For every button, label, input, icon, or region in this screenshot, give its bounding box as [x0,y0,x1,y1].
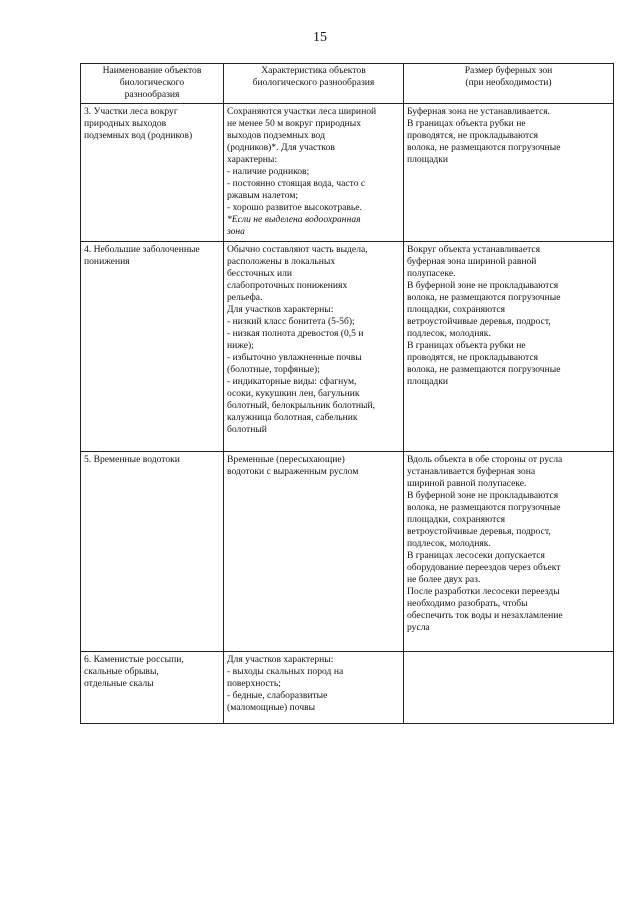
text-line: - наличие родников; [227,166,310,177]
text-line: болотный [227,424,267,435]
text-line: водотоки с выраженным руслом [227,466,359,477]
text-line: (маломощные) почвы [227,702,316,713]
text-line: необходимо разобрать, чтобы [407,598,528,609]
text-line: подлесок, молодняк. [407,328,491,339]
biodiversity-table [80,63,614,724]
text-line: природных выходов [84,118,167,129]
text-line: понижения [84,256,130,267]
text-line: расположены в локальных [227,256,336,267]
text-line: В буферной зоне не прокладываются [407,490,559,501]
text-line: проводятся, не прокладываются [407,130,539,141]
table-row [81,242,614,452]
page-number: 15 [313,30,327,45]
text-line: - низкая полнота древостоя (0,5 и [227,328,364,339]
text-line: осоки, кукушкин лен, багульник [227,388,360,399]
cell-object-name [81,104,224,242]
text-line: - индикаторные виды: сфагнум, [227,376,357,387]
text-line: Характеристика объектов [261,65,366,76]
text-line: проводятся, не прокладываются [407,352,539,363]
cell-characteristics [224,242,404,452]
header-characteristics [224,64,404,104]
text-line: В границах объекта рубки не [407,118,526,129]
text-line: волока, не размещаются погрузочные [407,292,561,303]
cell-object-name [81,242,224,452]
text-line: калужница болотная, сабельник [227,412,358,423]
text-line: - низкий класс бонитета (5-5б); [227,316,355,327]
text-line: - выходы скальных пород на [227,666,344,677]
text-line: - постоянно стоящая вода, часто с [227,178,366,189]
text-line: полупасеке. [407,268,456,279]
text-line: Обычно составляют часть выдела, [227,244,368,255]
table-row [81,452,614,652]
text-line: Временные (пересыхающие) [227,454,345,465]
text-line: бессточных или [227,268,293,279]
text-line: - бедные, слаборазвитые [227,690,328,701]
text-line: поверхность; [227,678,281,689]
text-line: обеспечить ток воды и незахламление [407,610,563,621]
text-line: буферная зона шириной равной [407,256,537,267]
text-line: - хорошо развитое высокотравье. [227,202,362,213]
text-line: отдельные скалы [84,678,154,689]
text-line: 6. Каменистые россыпи, [84,654,184,665]
text-line: *Если не выделена водоохранная [227,214,361,225]
cell-object-name [81,452,224,652]
cell-characteristics [224,452,404,652]
text-line: Наименование объектов [102,65,202,76]
text-line: ветроустойчивые деревья, подрост, [407,526,551,537]
text-line: зона [227,226,245,237]
text-line: В границах объекта рубки не [407,340,526,351]
text-line: болотный, белокрыльник болотный, [227,400,376,411]
table-header-row [81,64,614,104]
cell-characteristics [224,104,404,242]
text-line: После разработки лесосеки переезды [407,586,560,597]
text-line: подлесок, молодняк. [407,538,491,549]
text-line: 4. Небольшие заболоченные [84,244,200,255]
text-line: рельефа. [227,292,263,303]
text-line: волока, не размещаются погрузочные [407,364,561,375]
text-line: скальные обрывы, [84,666,159,677]
text-line: волока, не размещаются погрузочные [407,142,561,153]
text-line: Для участков характерны: [227,654,334,665]
text-line: биологического [119,77,185,88]
table-row [81,104,614,242]
text-line: волока, не размещаются погрузочные [407,502,561,513]
text-line: ржавым налетом; [227,190,299,201]
text-line: площадки, сохраняются [407,514,506,525]
text-line: ветроустойчивые деревья, подрост, [407,316,551,327]
text-line: Вокруг объекта устанавливается [407,244,541,255]
header-buffer-zone [404,64,614,104]
text-line: русла [407,622,430,633]
cell-object-name [81,652,224,724]
text-line: Для участков характерны: [227,304,334,315]
text-line: биологического разнообразия [252,77,375,88]
text-line: не менее 50 м вокруг природных [227,118,361,129]
text-line: шириной равной полупасеке. [407,478,527,489]
text-line: - избыточно увлажненные почвы [227,352,362,363]
text-line: Буферная зона не устанавливается. [407,106,551,117]
cell-buffer-zone [404,652,614,724]
text-line: В границах лесосеки допускается [407,550,545,561]
cell-buffer-zone [404,104,614,242]
text-line: (родников)*. Для участков [227,142,335,153]
text-line: выходов подземных вод [227,130,325,141]
text-line: (болотные, торфяные); [227,364,320,375]
text-line: площадки [407,154,449,165]
text-line: устанавливается буферная зона [407,466,536,477]
cell-buffer-zone [404,242,614,452]
text-line: слабопроточных понижениях [227,280,348,291]
cell-characteristics [224,652,404,724]
text-line: Вдоль объекта в обе стороны от русла [407,454,563,465]
cell-buffer-zone [404,452,614,652]
text-line: (при необходимости) [465,77,552,88]
text-line: характерны: [227,154,278,165]
text-line: Сохраняются участки леса шириной [227,106,377,117]
text-line: площадки [407,376,449,387]
text-line: ниже); [227,340,254,351]
table-row [81,652,614,724]
text-line: В буферной зоне не прокладываются [407,280,559,291]
text-line: оборудование переездов через объект [407,562,561,573]
text-line: разнообразия [124,89,180,100]
header-object-name [81,64,224,104]
text-line: 5. Временные водотоки [84,454,180,465]
text-line: подземных вод (родников) [84,130,193,141]
text-line: 3. Участки леса вокруг [84,106,178,117]
footnote-text [227,214,400,238]
text-line: не более двух раз. [407,574,481,585]
text-line: Размер буферных зон [464,65,553,76]
text-line: площадки, сохраняются [407,304,506,315]
